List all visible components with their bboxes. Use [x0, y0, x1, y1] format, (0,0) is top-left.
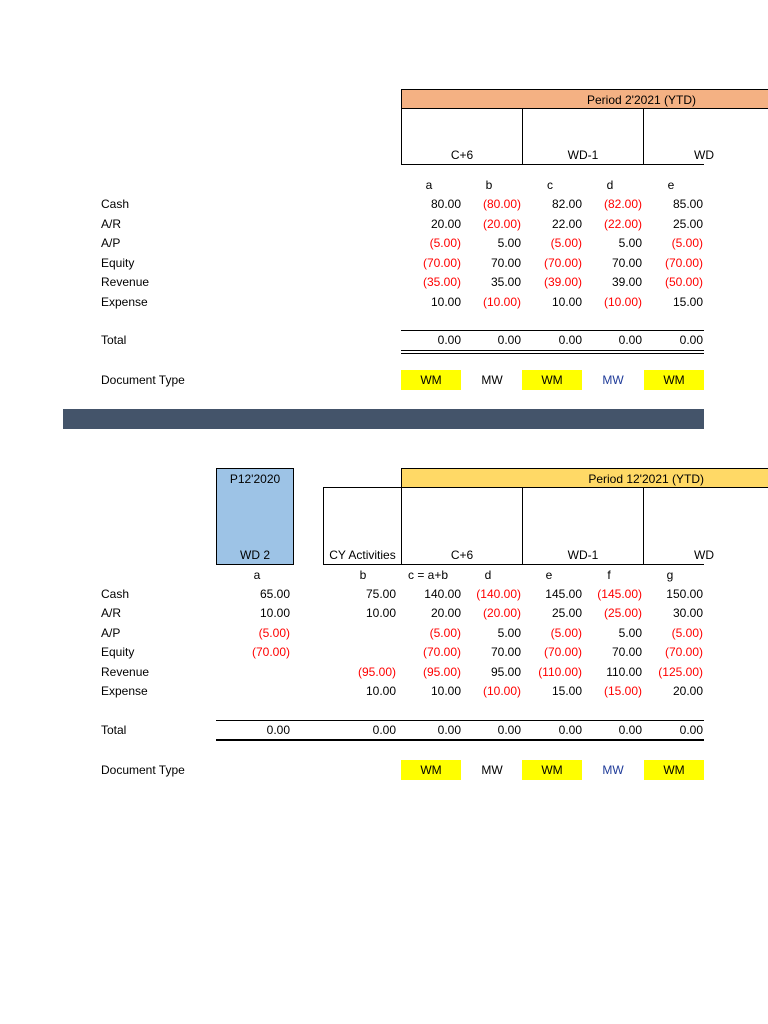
total-cell: 0.00	[372, 723, 396, 737]
col-header-wd1-s2: WD-1	[522, 487, 644, 565]
table-cell: (70.00)	[422, 255, 461, 270]
table-cell: 22.00	[551, 216, 582, 231]
doc-type-badge: MW	[602, 373, 624, 387]
doc-type-badge: WM	[644, 370, 704, 390]
table-cell: (140.00)	[476, 587, 521, 601]
total-cell: 0.00	[679, 723, 703, 737]
column-letter: g	[666, 568, 674, 582]
table-cell: (70.00)	[422, 645, 461, 660]
table-cell: (5.00)	[429, 625, 461, 640]
table-cell: (10.00)	[482, 295, 521, 309]
column-letter: e	[667, 178, 675, 192]
table-cell: 10.00	[430, 295, 461, 309]
col-header-wd-s2: WD	[643, 487, 704, 565]
table-cell: 10.00	[430, 684, 461, 698]
table-cell: (10.00)	[603, 295, 642, 309]
row-label: A/R	[101, 606, 122, 621]
table-cell: 70.00	[490, 255, 521, 270]
row-label: A/P	[101, 625, 121, 640]
row-label: Expense	[101, 295, 148, 309]
table-cell: (5.00)	[671, 236, 703, 251]
table-cell: (5.00)	[429, 236, 461, 251]
table-cell: (10.00)	[482, 684, 521, 698]
table-cell: 20.00	[430, 606, 461, 621]
table-cell: 35.00	[490, 275, 521, 290]
doc-type-badge: WM	[522, 370, 582, 390]
total-cell: 0.00	[618, 723, 642, 737]
table-cell: 5.00	[497, 625, 521, 640]
row-label: Equity	[101, 255, 135, 270]
row-label: Expense	[101, 684, 148, 698]
total-cell: 0.00	[558, 723, 582, 737]
table-cell: (50.00)	[664, 275, 703, 290]
table-cell: 39.00	[611, 275, 642, 290]
table-cell: (70.00)	[664, 645, 703, 660]
doc-type-label: Document Type	[101, 763, 185, 777]
table-cell: 5.00	[618, 625, 642, 640]
col-header-c6-s2: C+6	[401, 487, 523, 565]
table-cell: 70.00	[490, 645, 521, 660]
table-cell: 85.00	[672, 197, 703, 211]
column-letter: a	[253, 568, 261, 582]
row-label: Cash	[101, 197, 130, 211]
table-cell: 20.00	[672, 684, 703, 698]
total-cell: 0.00	[558, 333, 582, 347]
column-letter: f	[607, 568, 611, 582]
table-cell: (110.00)	[538, 664, 582, 679]
total-double-rule	[401, 350, 704, 354]
table-cell: (35.00)	[422, 275, 461, 290]
table-cell: 5.00	[618, 236, 642, 251]
table-cell: 10.00	[365, 606, 396, 621]
table-cell: (95.00)	[357, 664, 396, 679]
doc-type-badge: MW	[481, 373, 503, 387]
row-label: Revenue	[101, 275, 150, 290]
table-cell: 75.00	[365, 587, 396, 601]
table-cell: (145.00)	[597, 587, 642, 601]
table-cell: 110.00	[606, 664, 642, 679]
doc-type-badge: MW	[602, 763, 624, 777]
column-letter: c = a+b	[407, 568, 449, 582]
doc-type-badge: MW	[481, 763, 503, 777]
table-cell: 70.00	[611, 645, 642, 660]
total-label: Total	[101, 333, 127, 347]
wd2-box: WD 2	[216, 487, 294, 565]
total-cell: 0.00	[437, 723, 461, 737]
column-letter: c	[547, 178, 553, 192]
table-cell: (5.00)	[671, 625, 703, 640]
table-cell: 25.00	[672, 216, 703, 231]
table-cell: 65.00	[259, 587, 290, 601]
doc-type-label: Document Type	[101, 373, 185, 387]
table-cell: (15.00)	[603, 684, 642, 698]
section-divider	[63, 409, 704, 429]
doc-type-badge: WM	[644, 760, 704, 780]
column-letter: b	[485, 178, 493, 192]
row-label: Equity	[101, 645, 135, 660]
table-cell: (5.00)	[550, 625, 582, 640]
col-header-wd-s1: WD	[643, 109, 704, 165]
table-cell: 80.00	[430, 197, 461, 211]
column-letter: e	[545, 568, 553, 582]
row-label: Cash	[101, 587, 130, 601]
table-cell: 30.00	[672, 606, 703, 621]
row-label: A/R	[101, 216, 122, 231]
table-cell: 145.00	[545, 587, 582, 601]
table-cell: (20.00)	[482, 606, 521, 621]
total-cell: 0.00	[437, 333, 461, 347]
col-header-cy-activities: CY Activities	[323, 487, 402, 565]
table-cell: (25.00)	[603, 606, 642, 621]
table-cell: 20.00	[430, 216, 461, 231]
table-cell: (70.00)	[543, 255, 582, 270]
total-cell: 0.00	[497, 723, 521, 737]
table-cell: (125.00)	[658, 664, 703, 679]
column-letter: a	[425, 178, 433, 192]
doc-type-badge: WM	[401, 370, 461, 390]
table-cell: 10.00	[365, 684, 396, 698]
period-header-s1: Period 2'2021 (YTD)	[401, 89, 768, 109]
col-header-c6-s1: C+6	[401, 109, 523, 165]
table-cell: 70.00	[611, 255, 642, 270]
table-cell: 95.00	[490, 664, 521, 679]
row-label: A/P	[101, 236, 121, 251]
table-cell: (95.00)	[422, 664, 461, 679]
table-cell: (5.00)	[258, 625, 290, 640]
total-cell: 0.00	[497, 333, 521, 347]
table-cell: 82.00	[551, 197, 582, 211]
table-cell: (70.00)	[664, 255, 703, 270]
table-cell: (5.00)	[550, 236, 582, 251]
doc-type-badge: WM	[522, 760, 582, 780]
table-cell: (22.00)	[603, 216, 642, 231]
table-cell: (20.00)	[482, 216, 521, 231]
table-cell: (82.00)	[603, 197, 642, 211]
table-cell: 15.00	[551, 684, 582, 698]
total-label: Total	[101, 723, 127, 737]
row-label: Revenue	[101, 664, 150, 679]
table-cell: 25.00	[551, 606, 582, 621]
total-cell: 0.00	[266, 723, 290, 737]
total-cell: 0.00	[618, 333, 642, 347]
col-header-wd1-s1: WD-1	[522, 109, 644, 165]
table-cell: 150.00	[666, 587, 703, 601]
total-cell: 0.00	[679, 333, 703, 347]
doc-type-badge: WM	[401, 760, 461, 780]
table-cell: 140.00	[424, 587, 461, 601]
total-bottom-rule	[216, 739, 704, 741]
table-cell: (80.00)	[482, 197, 521, 211]
column-letter: d	[606, 178, 614, 192]
table-cell: (70.00)	[251, 645, 290, 660]
column-letter: d	[484, 568, 492, 582]
table-cell: 10.00	[551, 295, 582, 309]
period-header-s2: Period 12'2021 (YTD)	[401, 468, 768, 488]
table-cell: 5.00	[497, 236, 521, 251]
column-letter: b	[359, 568, 367, 582]
table-cell: 10.00	[259, 606, 290, 621]
table-cell: (39.00)	[543, 275, 582, 290]
p12-header: P12'2020	[216, 468, 294, 488]
table-cell: (70.00)	[543, 645, 582, 660]
table-cell: 15.00	[672, 295, 703, 309]
